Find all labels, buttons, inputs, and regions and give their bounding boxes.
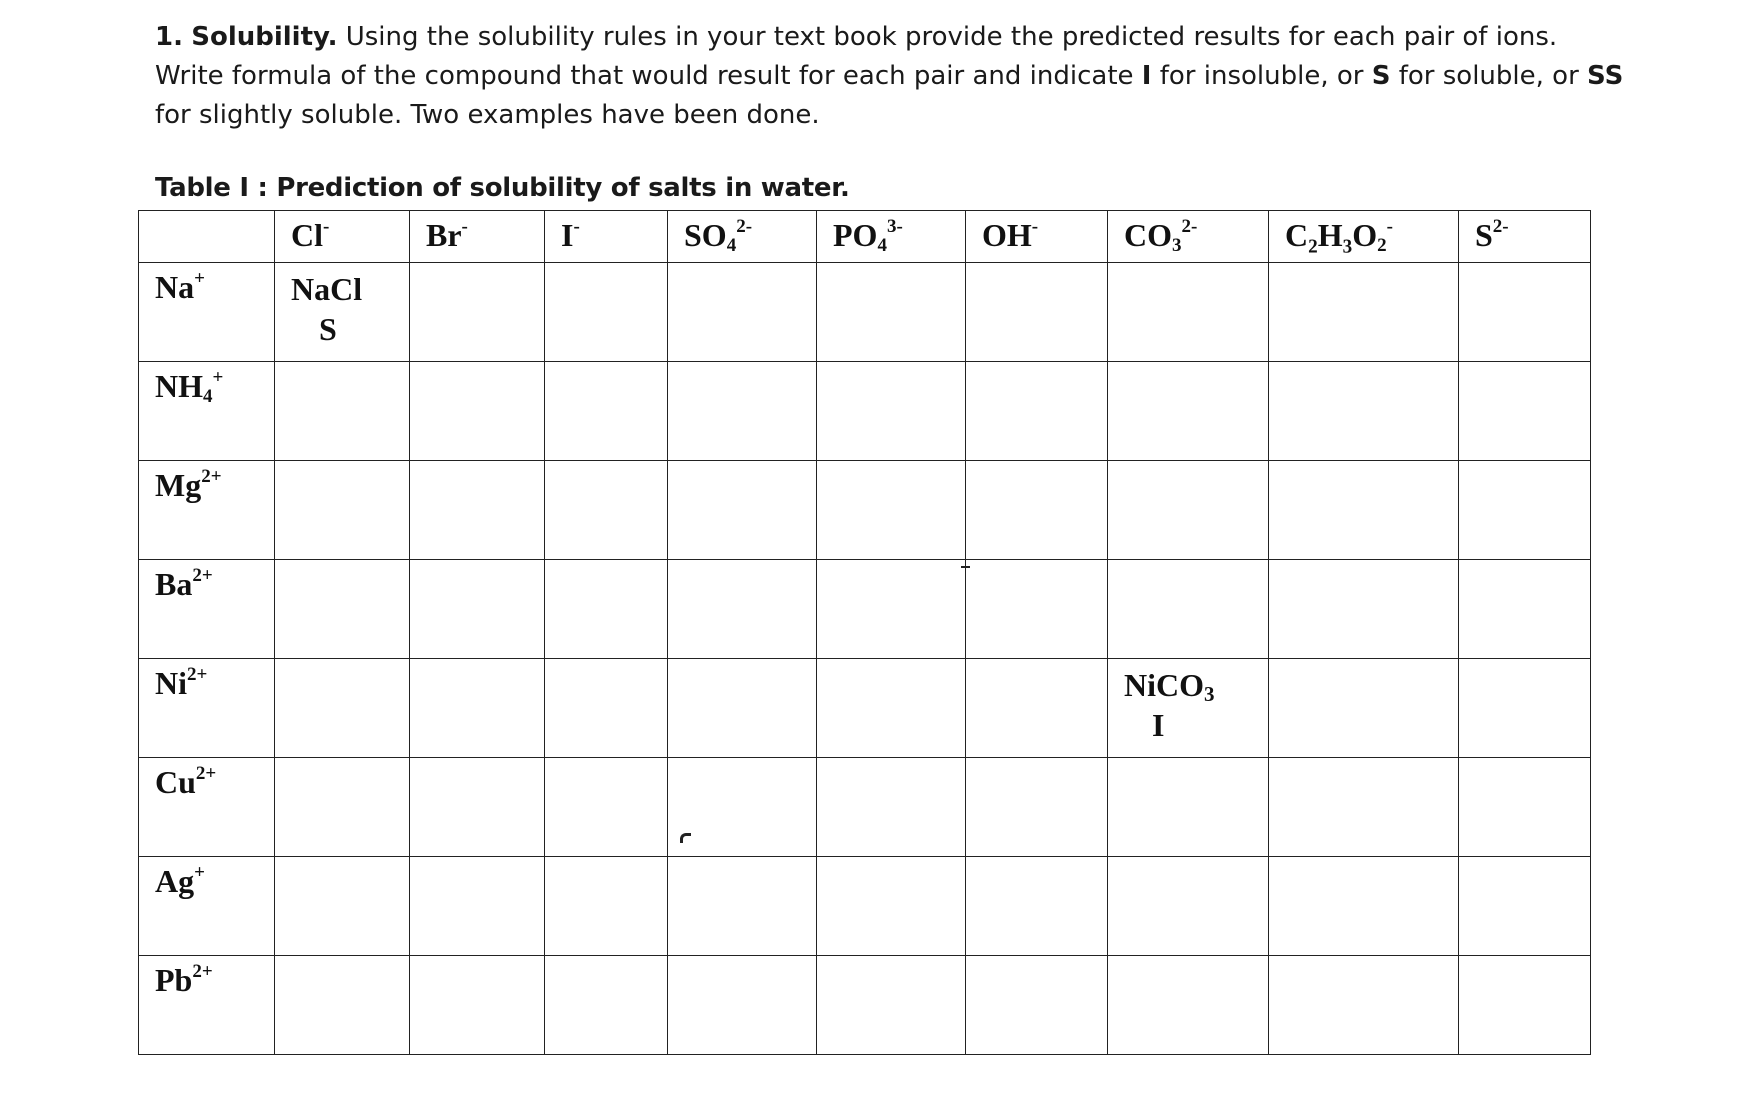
answer-cell[interactable] — [1108, 362, 1269, 461]
answer-cell[interactable] — [410, 857, 545, 956]
cation-header: $Cu^{2+}$ — [139, 758, 275, 857]
answer-cell[interactable] — [966, 659, 1108, 758]
answer-cell[interactable] — [410, 461, 545, 560]
answer-cell[interactable] — [817, 857, 966, 956]
answer-cell[interactable] — [1459, 560, 1591, 659]
cation-row — [139, 956, 1591, 1055]
cation-row — [139, 560, 1591, 659]
answer-cell[interactable] — [275, 461, 410, 560]
answer-cell-example — [1108, 659, 1269, 758]
anion-header: $S^{2-}$ — [1459, 211, 1591, 263]
answer-cell[interactable] — [545, 263, 668, 362]
answer-cell[interactable] — [1459, 758, 1591, 857]
answer-cell[interactable] — [668, 560, 817, 659]
cation-row — [139, 659, 1591, 758]
cation-header: $NH_4^+$ — [139, 362, 275, 461]
answer-cell[interactable] — [1269, 956, 1459, 1055]
answer-cell[interactable] — [410, 659, 545, 758]
cation-row — [139, 857, 1591, 956]
answer-cell[interactable] — [1108, 263, 1269, 362]
cation-row — [139, 362, 1591, 461]
answer-cell[interactable] — [1269, 659, 1459, 758]
answer-cell[interactable] — [1108, 758, 1269, 857]
answer-cell[interactable] — [275, 362, 410, 461]
answer-cell[interactable] — [410, 560, 545, 659]
soluble-code: S — [1371, 61, 1391, 91]
answer-cell[interactable] — [1459, 263, 1591, 362]
answer-cell[interactable] — [1269, 461, 1459, 560]
instructions — [155, 18, 1635, 135]
insoluble-code: I — [1141, 61, 1152, 91]
answer-cell[interactable] — [1269, 758, 1459, 857]
answer-cell[interactable] — [817, 956, 966, 1055]
answer-cell[interactable] — [1108, 857, 1269, 956]
question-number: 1. — [155, 22, 183, 52]
cation-row — [139, 263, 1591, 362]
answer-cell[interactable] — [1269, 560, 1459, 659]
anion-header: $SO_4^{2-}$ — [668, 211, 817, 263]
answer-cell[interactable] — [545, 956, 668, 1055]
cation-header: $Ni^{2+}$ — [139, 659, 275, 758]
answer-cell[interactable] — [668, 461, 817, 560]
answer-cell[interactable] — [668, 659, 817, 758]
cation-header: $Ba^{2+}$ — [139, 560, 275, 659]
question-heading: Solubility. — [191, 22, 338, 52]
slightly-soluble-code: SS — [1587, 61, 1624, 91]
answer-cell[interactable] — [1108, 560, 1269, 659]
answer-cell[interactable] — [1269, 263, 1459, 362]
answer-cell[interactable] — [275, 857, 410, 956]
answer-cell[interactable] — [410, 758, 545, 857]
answer-cell[interactable] — [275, 758, 410, 857]
anion-header: Br- — [410, 211, 545, 263]
answer-cell[interactable] — [966, 263, 1108, 362]
cation-header: $Pb^{2+}$ — [139, 956, 275, 1055]
answer-cell[interactable] — [668, 362, 817, 461]
answer-cell[interactable] — [966, 461, 1108, 560]
answer-cell[interactable] — [545, 560, 668, 659]
header-row — [139, 211, 1591, 263]
answer-cell[interactable] — [275, 560, 410, 659]
instruction-text-2b: for insoluble, or — [1151, 61, 1372, 91]
instruction-line-3: for slightly soluble. Two examples have been done. — [155, 100, 820, 130]
anion-header: $PO_4^{3-}$ — [817, 211, 966, 263]
answer-cell[interactable] — [668, 263, 817, 362]
stray-mark — [680, 833, 691, 843]
answer-cell[interactable] — [545, 758, 668, 857]
answer-cell[interactable] — [817, 659, 966, 758]
answer-cell[interactable] — [817, 461, 966, 560]
instruction-text-2c: for soluble, or — [1390, 61, 1588, 91]
instruction-text-1: Using the solubility rules in your text book provide the predicted results for each pair of ions. — [345, 22, 1558, 52]
instruction-line-1 — [155, 18, 1635, 57]
corner-cell — [139, 211, 275, 263]
answer-cell[interactable] — [1459, 659, 1591, 758]
instruction-line-2 — [155, 57, 1635, 96]
anion-header: Cl- — [275, 211, 410, 263]
answer-cell[interactable] — [966, 956, 1108, 1055]
answer-cell[interactable] — [817, 560, 966, 659]
solubility-table — [138, 210, 1591, 1055]
example-result: S — [319, 311, 337, 347]
answer-cell[interactable] — [410, 956, 545, 1055]
answer-cell[interactable] — [545, 659, 668, 758]
answer-cell[interactable] — [275, 659, 410, 758]
answer-cell[interactable] — [1269, 857, 1459, 956]
answer-cell[interactable] — [1459, 956, 1591, 1055]
stray-mark — [961, 566, 970, 568]
anion-header: OH- — [966, 211, 1108, 263]
answer-cell[interactable] — [545, 362, 668, 461]
anion-header: I- — [545, 211, 668, 263]
answer-cell[interactable] — [817, 362, 966, 461]
answer-cell[interactable] — [545, 461, 668, 560]
answer-cell[interactable] — [1459, 857, 1591, 956]
answer-cell[interactable] — [275, 956, 410, 1055]
cation-header: $Mg^{2+}$ — [139, 461, 275, 560]
answer-cell[interactable] — [1459, 461, 1591, 560]
answer-cell[interactable] — [545, 857, 668, 956]
answer-cell[interactable] — [668, 857, 817, 956]
instruction-text-2a: Write formula of the compound that would result for each pair and indicate — [155, 61, 1142, 91]
answer-cell-example — [275, 263, 410, 362]
example-formula: NaCl — [291, 271, 363, 307]
cation-row — [139, 758, 1591, 857]
anion-header: $CO_3^{2-}$ — [1108, 211, 1269, 263]
answer-cell[interactable] — [410, 263, 545, 362]
example-formula: NiCO$_3$ — [1124, 667, 1215, 706]
answer-cell[interactable] — [1108, 461, 1269, 560]
answer-cell[interactable] — [966, 758, 1108, 857]
answer-cell[interactable] — [966, 362, 1108, 461]
answer-cell[interactable] — [1108, 956, 1269, 1055]
answer-cell[interactable] — [668, 956, 817, 1055]
answer-cell[interactable] — [817, 263, 966, 362]
cation-header: Na+ — [139, 263, 275, 362]
answer-cell[interactable] — [817, 758, 966, 857]
anion-header: $C_2H_3O_2^-$ — [1269, 211, 1459, 263]
cation-row — [139, 461, 1591, 560]
example-result: I — [1152, 707, 1165, 743]
answer-cell[interactable] — [966, 560, 1108, 659]
answer-cell[interactable] — [966, 857, 1108, 956]
answer-cell[interactable] — [1269, 362, 1459, 461]
answer-cell[interactable] — [1459, 362, 1591, 461]
table-caption: Table I : Prediction of solubility of salts in water. — [155, 173, 850, 203]
cation-header: Ag+ — [139, 857, 275, 956]
answer-cell[interactable] — [410, 362, 545, 461]
